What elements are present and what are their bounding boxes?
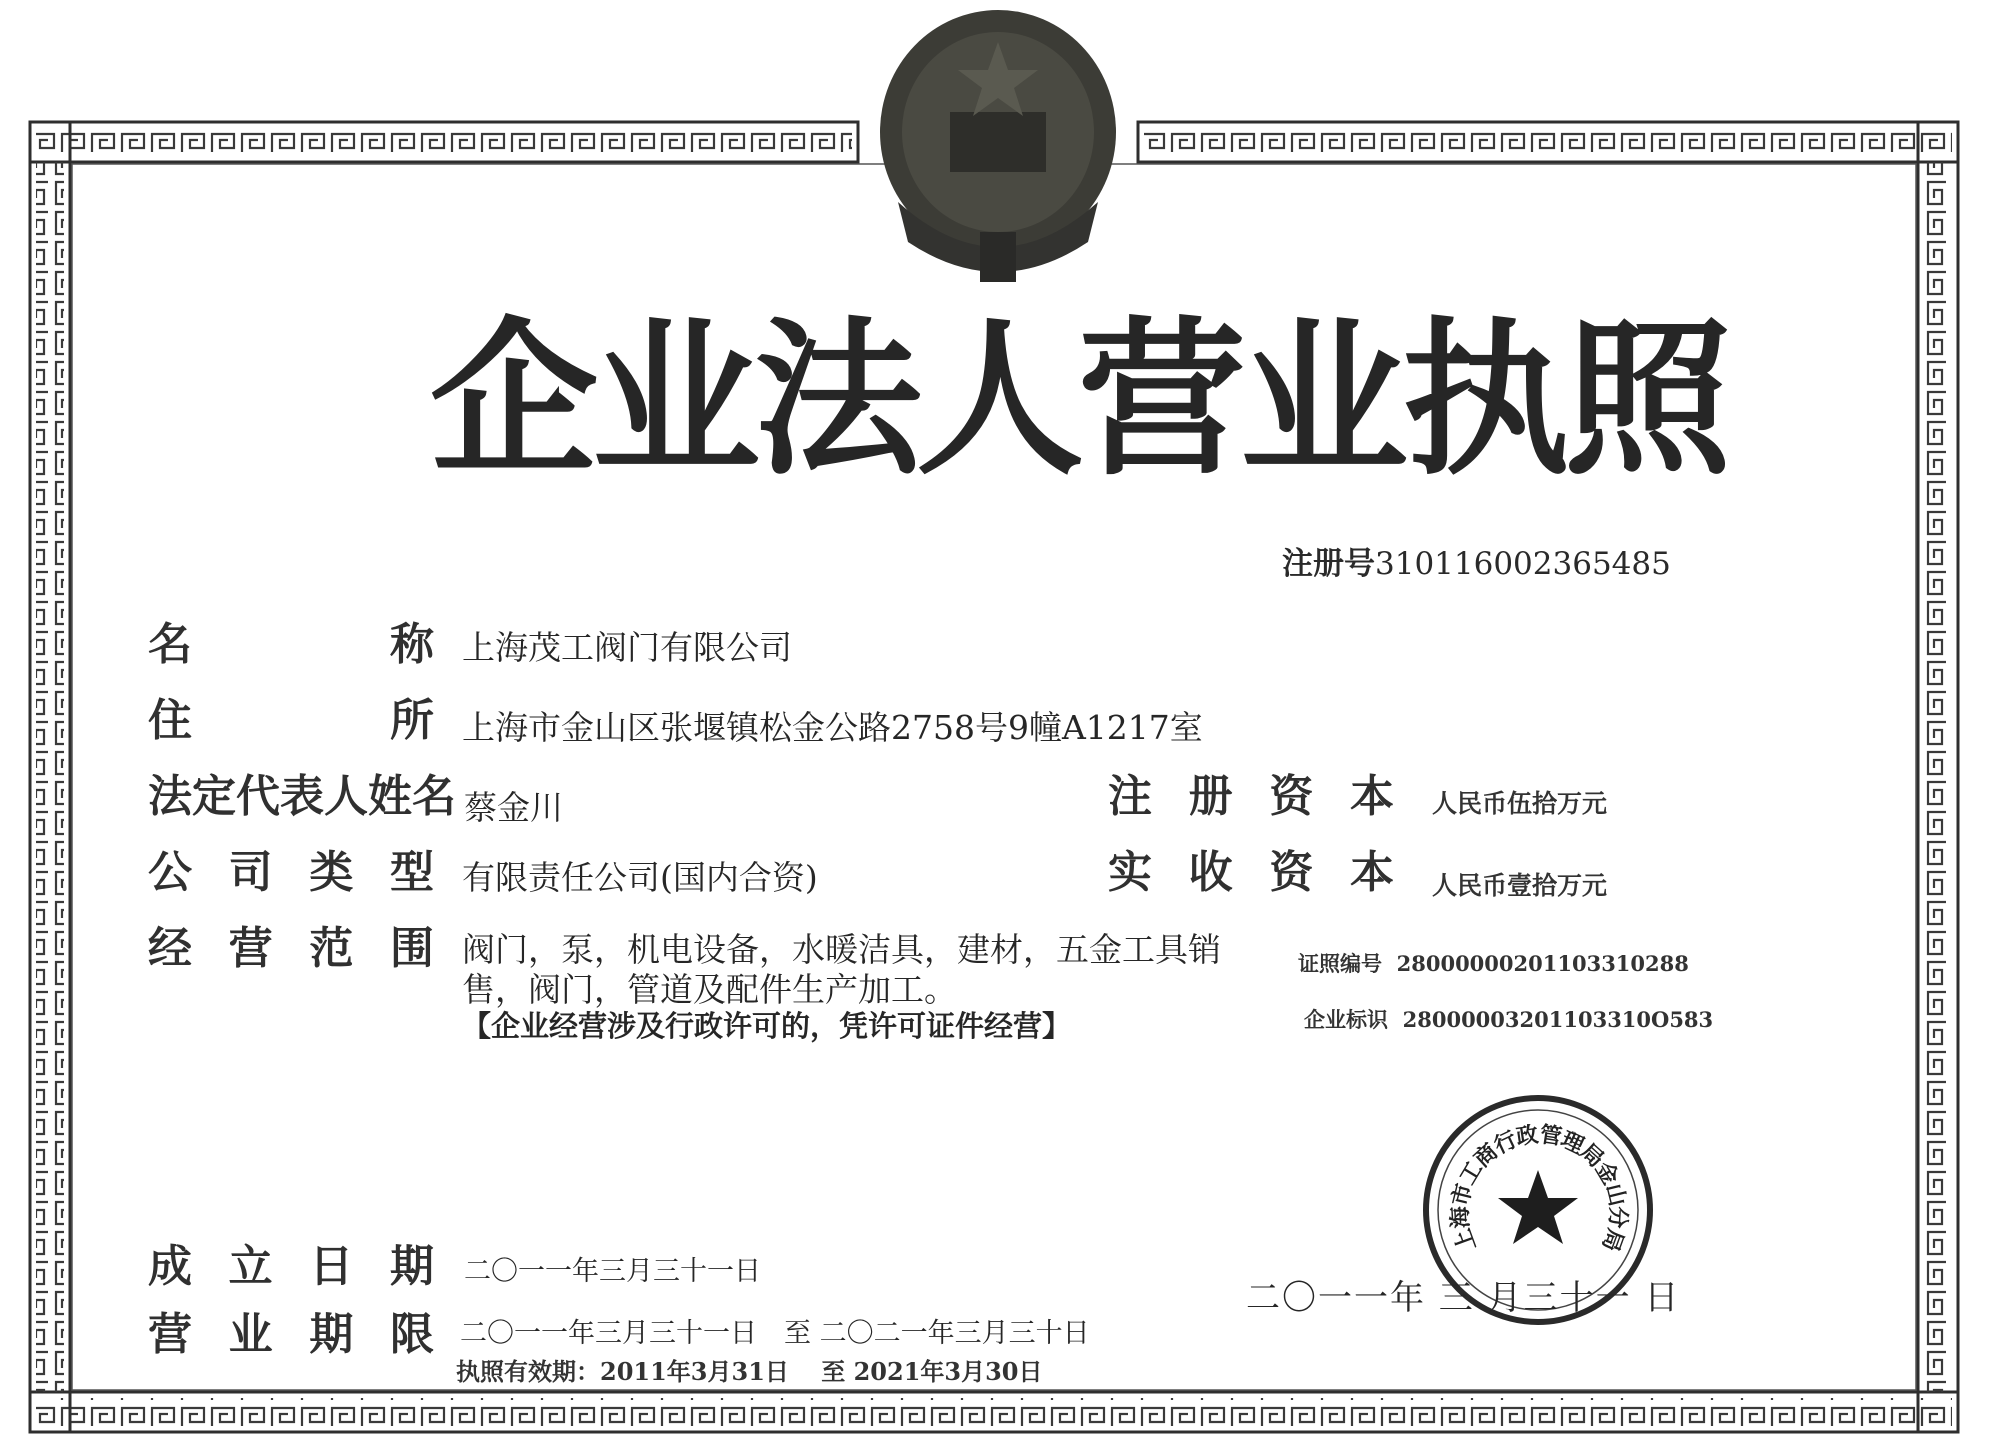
registration-value: 310116002365485 [1375,546,1671,582]
company-type-label: 公 司 类 型 [148,847,434,898]
business-scope-label: 经 营 范 围 [148,923,434,974]
establishment-date-label: 成 立 日 期 [148,1241,434,1292]
business-scope-line-2: 售，阀门，管道及配件生产加工。 [462,970,957,1009]
seal-char: 海 [1448,1206,1475,1230]
seal-char: 市 [1448,1181,1479,1209]
cert-number [1298,948,1689,978]
business-scope-line-3: 【企业经营涉及行政许可的，凭许可证件经营】 [462,1009,1072,1043]
enterprise-id-label: 企业标识 [1304,1007,1388,1032]
seal-char: 上 [1450,1225,1482,1255]
seal-char: 理 [1557,1127,1588,1160]
seal-char: 工 [1455,1157,1489,1190]
paid-in-capital-label: 实 收 资 本 [1108,847,1394,898]
business-scope-line-1: 阀门，泵，机电设备，水暖洁具，建材，五金工具销 [462,930,1221,969]
seal-char: 局 [1596,1225,1628,1255]
company-type-value: 有限责任公司(国内合资) [462,858,818,897]
name-label: 名 称 [148,619,434,670]
national-emblem [868,2,1128,292]
license-validity: 执照有效期：2011年3月31日 至 2021年3月30日 [456,1357,1043,1386]
cert-number-value: 28000000201103310288 [1396,951,1689,976]
address-label: 住 所 [148,695,434,746]
paid-in-capital-value: 人民币壹拾万元 [1432,871,1608,900]
seal-char: 行 [1490,1127,1521,1160]
legal-rep-label: 法定代表人姓名 [148,771,456,822]
registration-number [1282,538,1671,583]
establishment-date-value: 二〇一一年三月三十一日 [464,1256,761,1287]
registered-capital-label: 注 册 资 本 [1108,771,1394,822]
address-value: 上海市金山区张堰镇松金公路2758号9幢A1217室 [462,708,1203,747]
seal-char: 金 [1589,1157,1623,1190]
legal-rep-value: 蔡金川 [464,788,563,827]
seal-char: 分 [1603,1206,1630,1230]
document-title: 企业法人营业执照 [430,302,1726,498]
cert-number-label: 证照编号 [1298,951,1382,976]
seal-char: 商 [1469,1139,1504,1173]
registration-label: 注册号 [1282,546,1375,582]
seal-char: 局 [1574,1139,1609,1173]
seal-char: 山 [1599,1181,1630,1209]
seal-char: 政 [1514,1122,1541,1151]
enterprise-id [1304,1004,1713,1034]
issue-date: 二〇一一年 三 月三十一 日 [1246,1278,1681,1318]
seal-char: 管 [1537,1122,1564,1151]
name-value: 上海茂工阀门有限公司 [462,628,792,667]
business-term-label: 营 业 期 限 [148,1309,434,1360]
business-term-value: 二〇一一年三月三十一日 至 二〇二一年三月三十日 [460,1318,1090,1349]
enterprise-id-value: 28000003201103310O583 [1402,1007,1714,1032]
registered-capital-value: 人民币伍拾万元 [1432,789,1608,818]
